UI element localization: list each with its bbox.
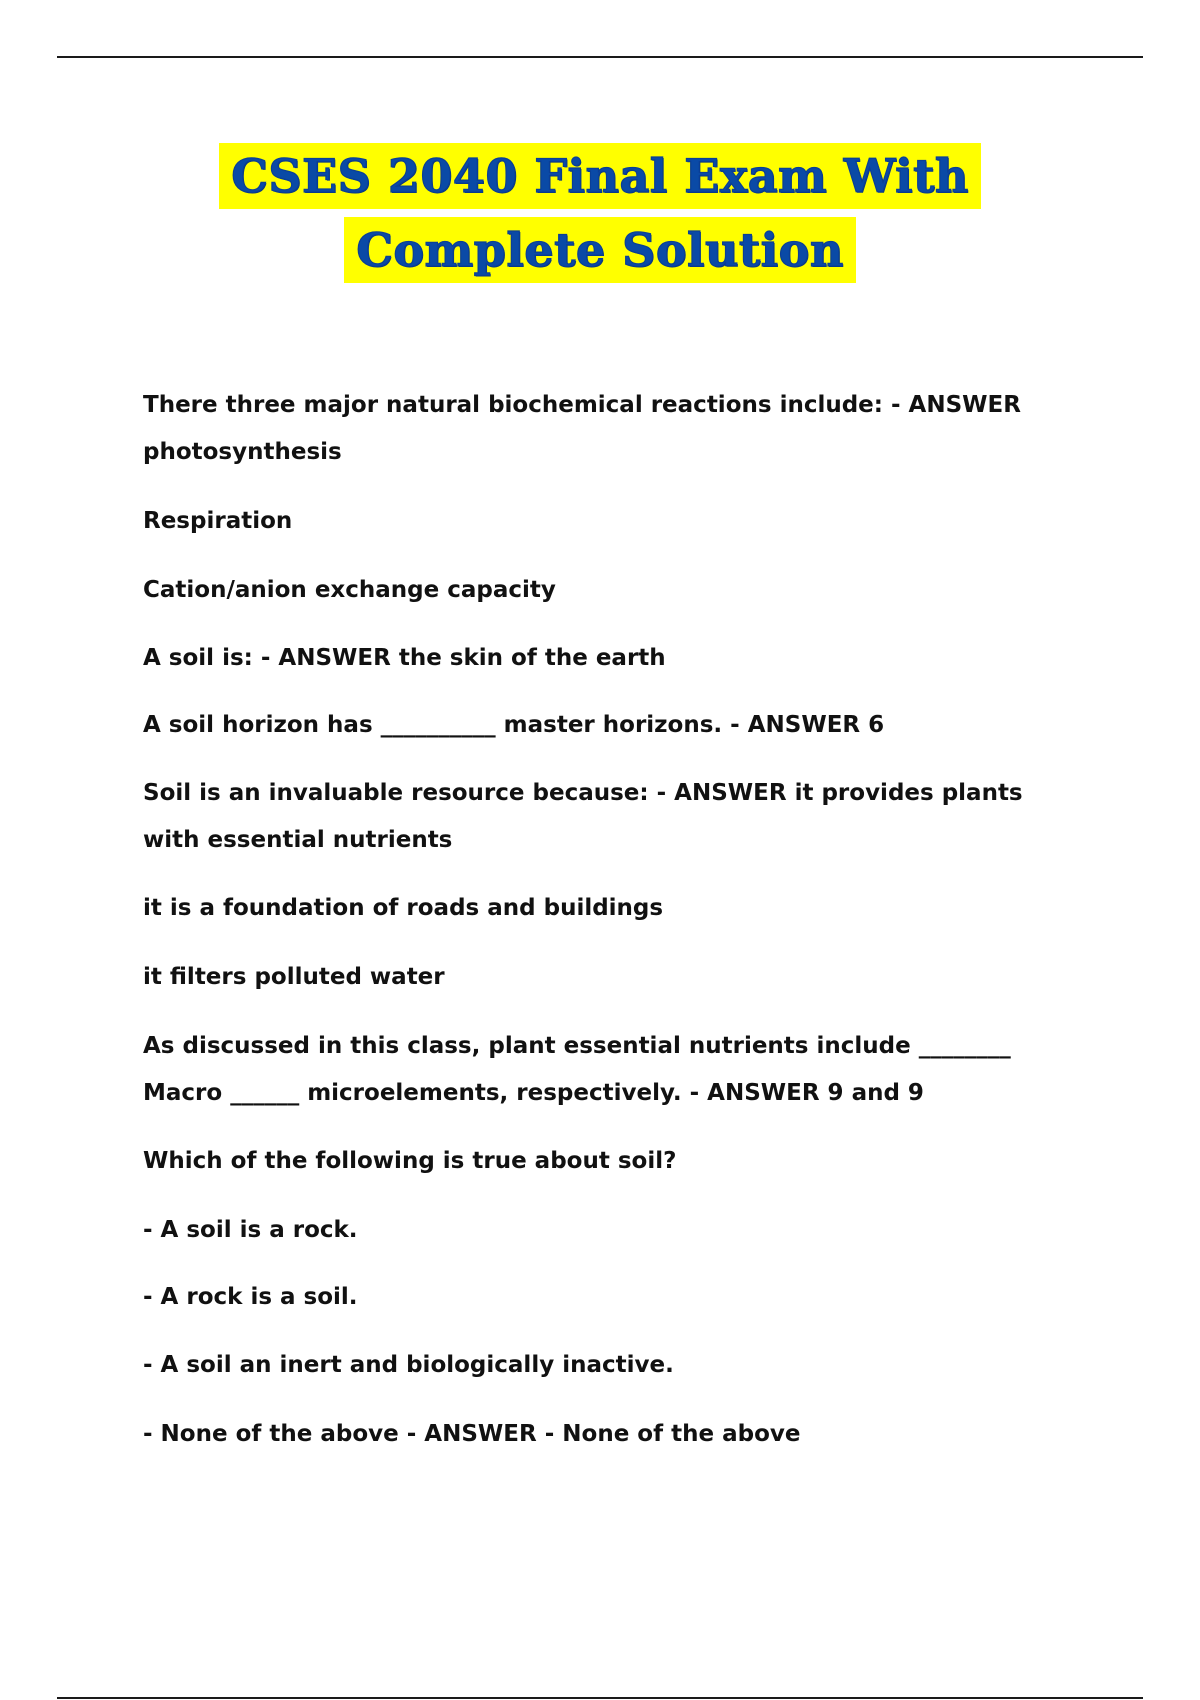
paragraph-4: A soil is: - ANSWER the skin of the earth [143,645,666,671]
paragraph-8: it filters polluted water [143,964,445,990]
paragraph-7: it is a foundation of roads and buildings [143,895,664,921]
paragraph-9: As discussed in this class, plant essential nutrients include ________ Macro ______ microelements, respectively. - ANSWER 9 and 9 [143,1033,1011,1106]
top-rule [57,56,1143,58]
title-line-1: CSES 2040 Final Exam With [219,143,981,209]
bottom-rule [57,1697,1143,1699]
paragraph-5: A soil horizon has __________ master horizons. - ANSWER 6 [143,712,885,738]
title-line-2: Complete Solution [344,217,856,283]
paragraph-1: There three major natural biochemical reactions include: - ANSWER photosynthesis [143,392,1021,465]
paragraph-3: Cation/anion exchange capacity [143,577,556,603]
document-title [0,143,1200,283]
paragraph-6: Soil is an invaluable resource because: - ANSWER it provides plants with essential nutrients [143,780,1023,853]
paragraph-14: - None of the above - ANSWER - None of the above [143,1421,801,1447]
paragraph-10: Which of the following is true about soil? [143,1148,677,1174]
paragraph-2: Respiration [143,508,293,534]
paragraph-11: - A soil is a rock. [143,1217,358,1243]
paragraph-12: - A rock is a soil. [143,1284,358,1310]
paragraph-13: - A soil an inert and biologically inactive. [143,1352,674,1378]
